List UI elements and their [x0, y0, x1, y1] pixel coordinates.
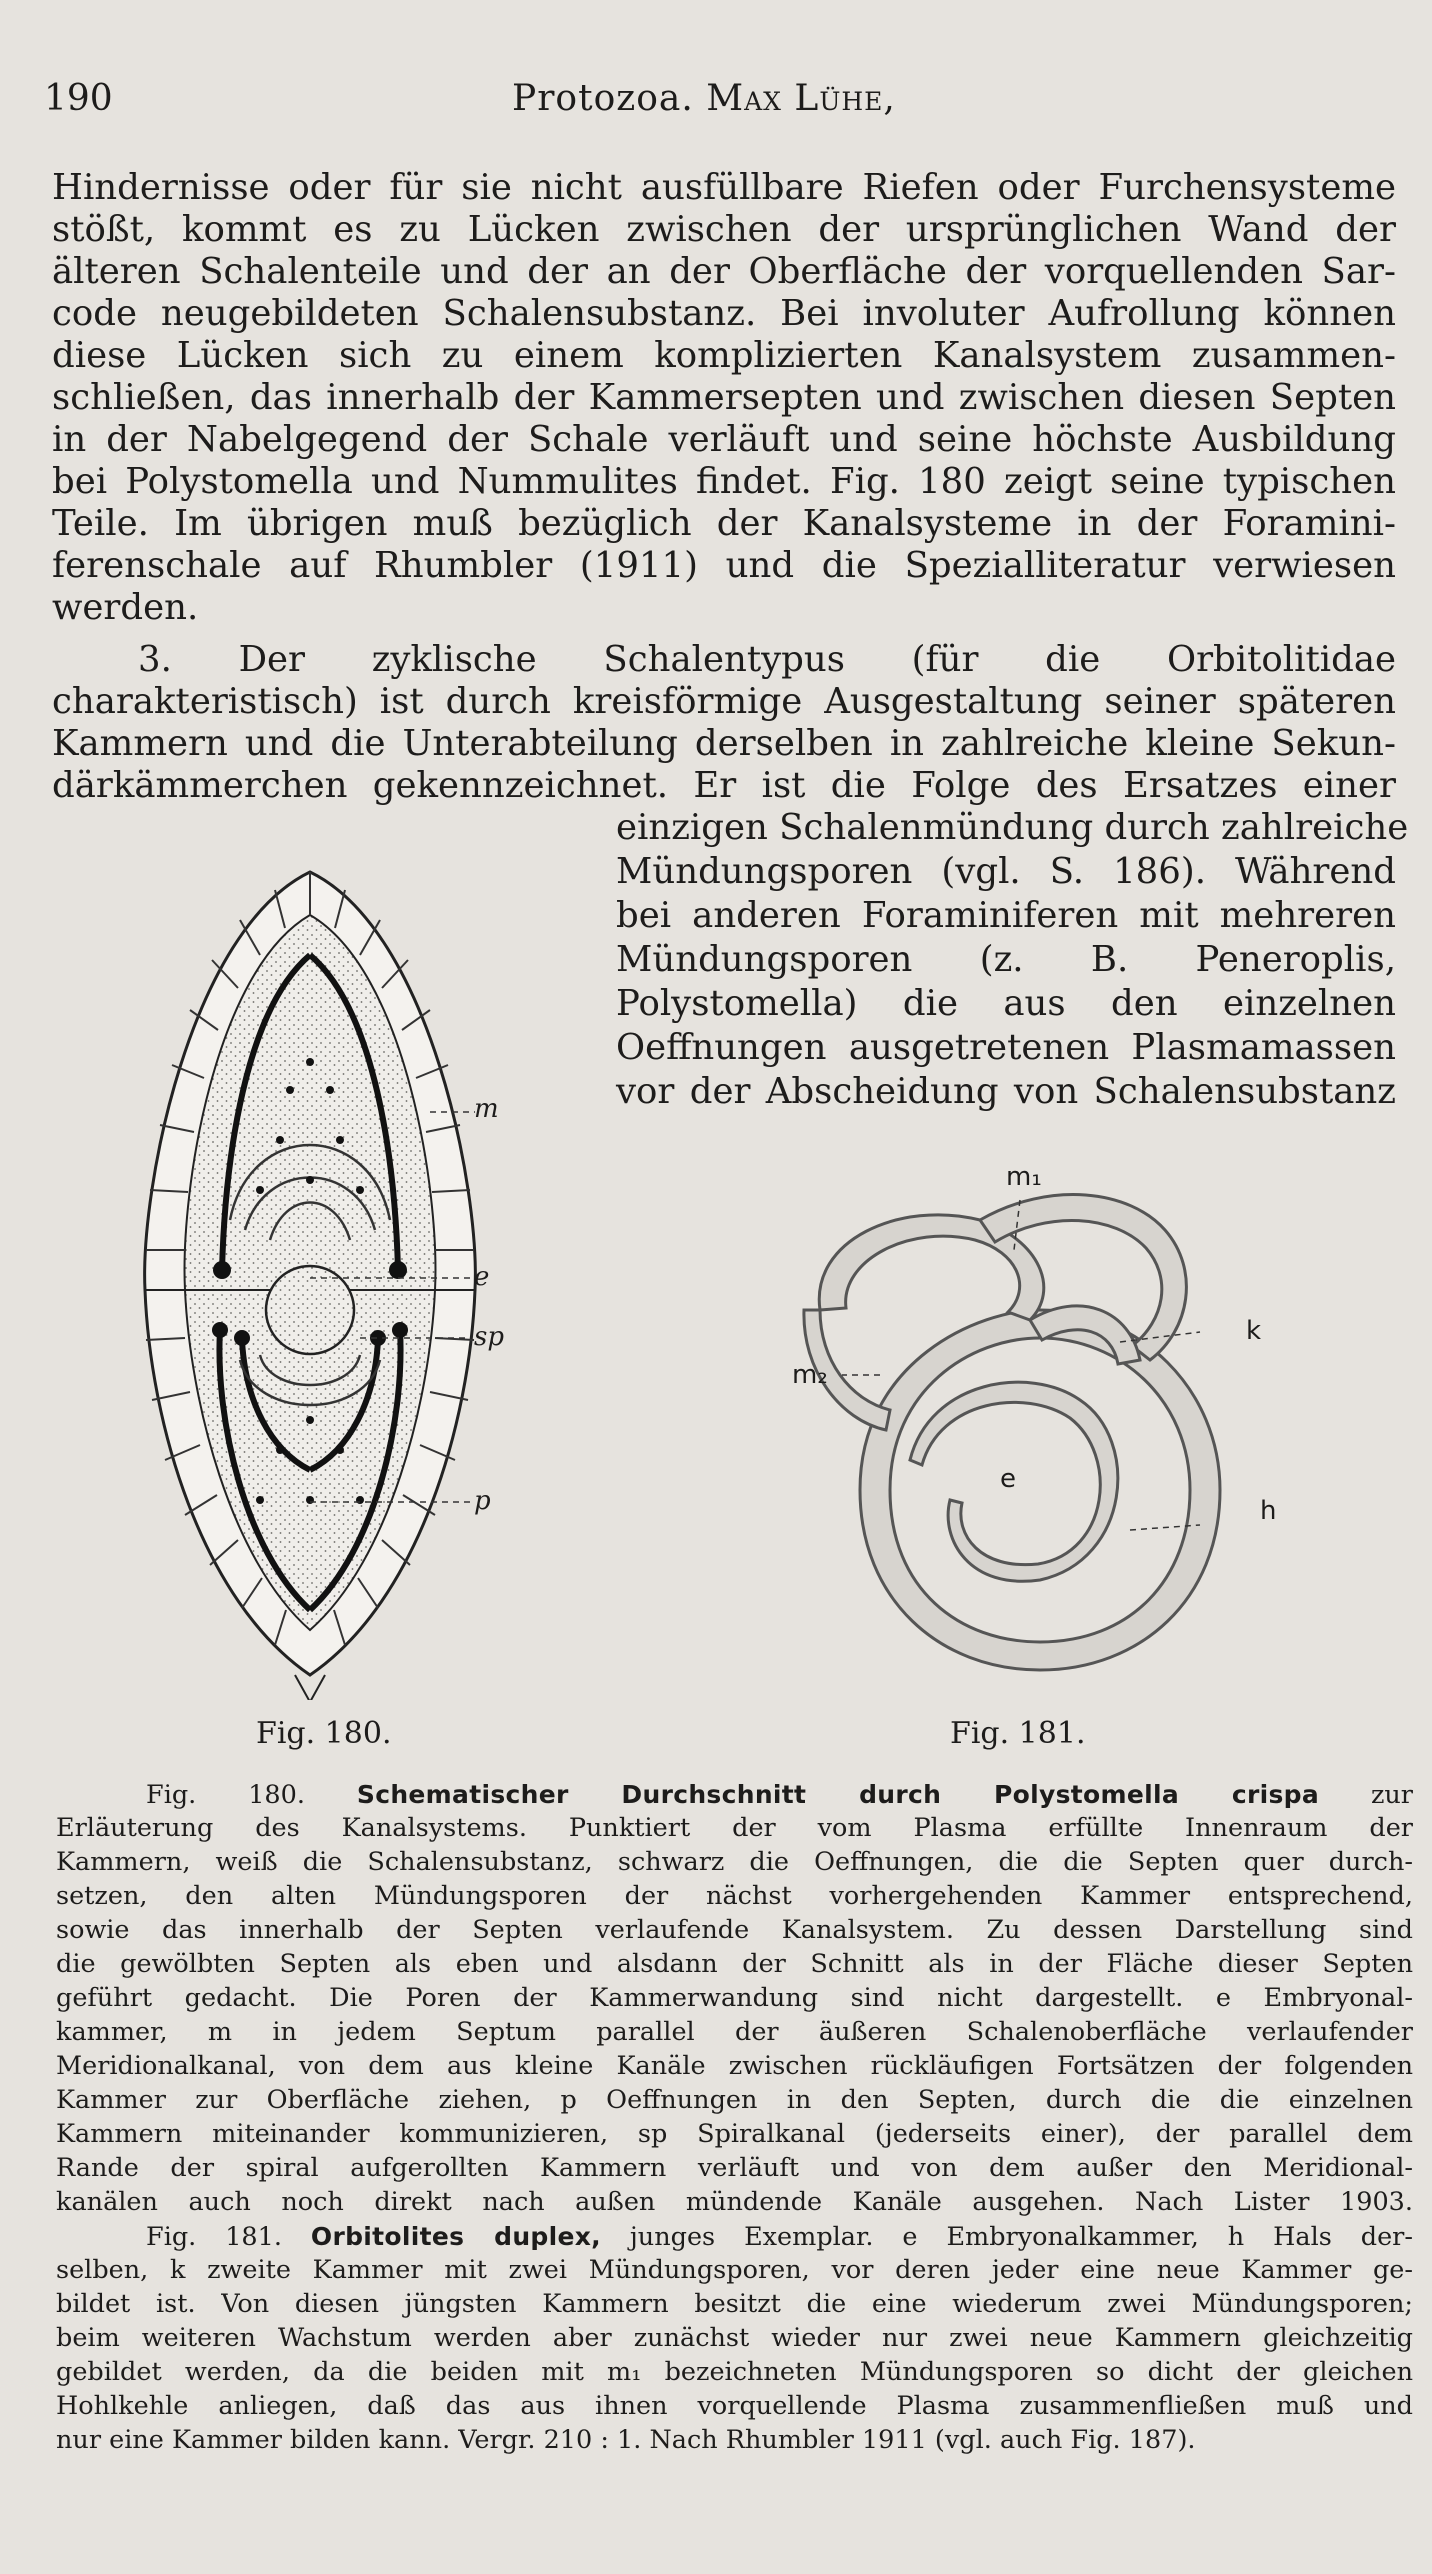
fig181-label-m2: m₂: [792, 1360, 828, 1390]
caption181-first-line: [146, 2220, 1413, 2254]
body-line: stößt, kommt es zu Lücken zwischen der ursprünglichen Wand der: [52, 209, 1396, 250]
caption-line: geführt gedacht. Die Poren der Kammerwandung sind nicht dargestellt. e Embryonal-: [56, 1983, 1413, 2013]
body-line: Hindernisse oder für sie nicht ausfüllbare Riefen oder Furchensysteme: [52, 167, 1396, 208]
caption-line: setzen, den alten Mündungsporen der nächst vorhergehenden Kammer entsprechend,: [56, 1881, 1413, 1911]
body-line: älteren Schalenteile und der an der Oberfläche der vorquellenden Sar-: [52, 251, 1396, 292]
body-line: code neugebildeten Schalensubstanz. Bei involuter Aufrollung können: [52, 293, 1396, 334]
body-line: werden.: [52, 587, 199, 628]
caption181-title: Orbitolites duplex,: [310, 2222, 601, 2251]
body-line: Mündungsporen (vgl. S. 186). Während: [616, 851, 1396, 892]
fig181-label-h: h: [1260, 1496, 1277, 1526]
caption-line: Hohlkehle anliegen, daß das aus ihnen vorquellende Plasma zusammenfließen muß und: [56, 2391, 1413, 2421]
fig181-caption-label: Fig. 181.: [950, 1716, 1086, 1751]
caption-line: kanälen auch noch direkt nach außen mündende Kanäle ausgehen. Nach Lister 1903.: [56, 2187, 1413, 2217]
body-line: Teile. Im übrigen muß bezüglich der Kanalsysteme in der Foramini-: [52, 503, 1396, 544]
caption180-after-title: zur: [1319, 1780, 1413, 1810]
fig180-caption-label: Fig. 180.: [256, 1716, 392, 1751]
caption-line: selben, k zweite Kammer mit zwei Mündungsporen, vor deren jeder eine neue Kammer ge-: [56, 2255, 1413, 2285]
caption-line: die gewölbten Septen als eben und alsdann der Schnitt als in der Fläche dieser Septen: [56, 1949, 1413, 1979]
fig180-label-sp: sp: [474, 1322, 504, 1352]
fig181-label-m1: m₁: [1006, 1162, 1042, 1192]
body-line: diese Lücken sich zu einem komplizierten Kanalsystem zusammen-: [52, 335, 1396, 376]
running-head: [512, 78, 896, 128]
orbitolites-shell: [804, 1195, 1220, 1670]
caption-line: kammer, m in jedem Septum parallel der äußeren Schalenoberfläche verlaufender: [56, 2017, 1413, 2047]
caption181-lead: Fig. 181.: [146, 2222, 282, 2252]
figure-180-diagram: [130, 860, 590, 1700]
body-line: Polystomella) die aus den einzelnen: [616, 983, 1396, 1024]
caption180-lead: Fig. 180.: [146, 1780, 305, 1810]
caption-line: sowie das innerhalb der Septen verlaufende Kanalsystem. Zu dessen Darstellung sind: [56, 1915, 1413, 1945]
body-line: bei anderen Foraminiferen mit mehreren: [616, 895, 1396, 936]
caption-line: gebildet werden, da die beiden mit m₁ bezeichneten Mündungsporen so dicht der gleichen: [56, 2357, 1413, 2387]
running-head-author: Max Lühe,: [706, 78, 896, 119]
body-line: schließen, das innerhalb der Kammersepten und zwischen diesen Septen: [52, 377, 1396, 418]
body-line: därkämmerchen gekennzeichnet. Er ist die Folge des Ersatzes einer: [52, 765, 1396, 806]
body-line: Kammern und die Unterabteilung derselben in zahlreiche kleine Sekun-: [52, 723, 1396, 764]
body-line: bei Polystomella und Nummulites findet. Fig. 180 zeigt seine typischen: [52, 461, 1396, 502]
fig181-label-k: k: [1246, 1316, 1262, 1346]
figure-181-diagram: [780, 1160, 1340, 1700]
fig180-label-m: m: [474, 1094, 499, 1124]
body-line: in der Nabelgegend der Schale verläuft und seine höchste Ausbildung: [52, 419, 1396, 460]
body-line: charakteristisch) ist durch kreisförmige Ausgestaltung seiner späteren: [52, 681, 1396, 722]
shell-spike: [295, 1675, 325, 1700]
body-line: Mündungsporen (z. B. Peneroplis,: [616, 939, 1396, 980]
caption-line: Kammern, weiß die Schalensubstanz, schwarz die Oeffnungen, die die Septen quer durch-: [56, 1847, 1413, 1877]
caption-line: nur eine Kammer bilden kann. Vergr. 210 : 1. Nach Rhumbler 1911 (vgl. auch Fig. 187).: [56, 2425, 1196, 2455]
embryonal-chamber: [266, 1266, 354, 1354]
caption181-after-title: junges Exemplar. e Embryonalkammer, h Hals der-: [600, 2222, 1413, 2252]
caption-line: Kammern miteinander kommunizieren, sp Spiralkanal (jederseits einer), der parallel dem: [56, 2119, 1413, 2149]
caption-line: beim weiteren Wachstum werden aber zunächst wieder nur zwei neue Kammern gleichzeitig: [56, 2323, 1413, 2353]
body-line: ferenschale auf Rhumbler (1911) und die Spezialliteratur verwiesen: [52, 545, 1396, 586]
caption-line: Meridionalkanal, von dem aus kleine Kanäle zwischen rückläufigen Fortsätzen der folgenden: [56, 2051, 1413, 2081]
caption-line: Kammer zur Oberfläche ziehen, p Oeffnungen in den Septen, durch die die einzelnen: [56, 2085, 1413, 2115]
caption-line: Erläuterung des Kanalsystems. Punktiert der vom Plasma erfüllte Innenraum der: [56, 1813, 1413, 1843]
fig180-label-e: e: [474, 1262, 490, 1292]
caption-line: bildet ist. Von diesen jüngsten Kammern besitzt die eine wiederum zwei Mündungsporen;: [56, 2289, 1413, 2319]
body-line: Oeffnungen ausgetretenen Plasmamassen: [616, 1027, 1396, 1068]
caption180-title: Schematischer Durchschnitt durch Polystomella crispa: [356, 1780, 1320, 1809]
body-line: einzigen Schalenmündung durch zahlreiche: [616, 807, 1409, 848]
page-number: 190: [44, 78, 113, 119]
caption-line: Rande der spiral aufgerollten Kammern verläuft und von dem außer den Meridional-: [56, 2153, 1413, 2183]
running-head-prefix: Protozoa.: [512, 78, 694, 119]
fig180-label-p: p: [474, 1486, 491, 1516]
body-line: vor der Abscheidung von Schalensubstanz: [616, 1071, 1396, 1112]
caption180-first-line: [146, 1778, 1413, 1812]
body-line: 3. Der zyklische Schalentypus (für die Orbitolitidae: [138, 639, 1396, 680]
fig181-label-e: e: [1000, 1464, 1016, 1494]
